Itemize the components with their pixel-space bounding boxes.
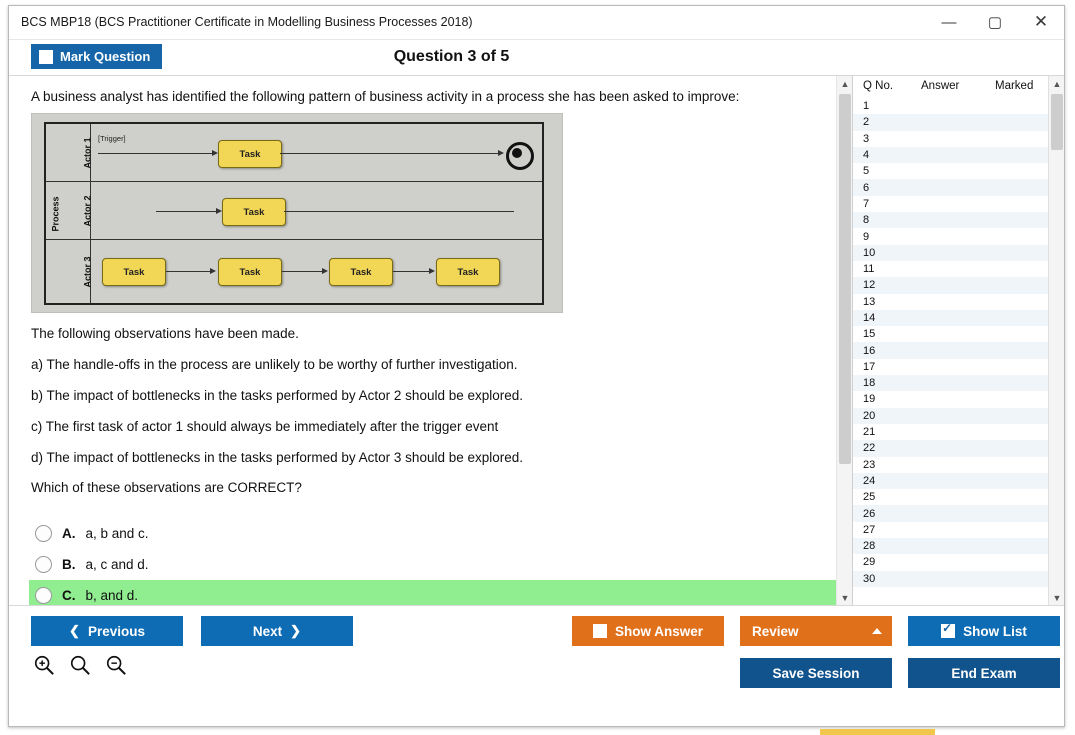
question-list-row[interactable]: 9: [863, 230, 870, 243]
option-text-b: a, c and d.: [85, 557, 149, 572]
window-controls: [926, 6, 1064, 38]
question-list-row[interactable]: 3: [863, 132, 870, 145]
answer-option-a[interactable]: [29, 518, 841, 549]
question-prompt: Which of these observations are CORRECT?: [31, 480, 302, 495]
diagram-arrowhead: [498, 150, 504, 156]
question-list-row[interactable]: 29: [863, 556, 876, 569]
question-list-row[interactable]: 26: [853, 505, 1048, 521]
question-list-row[interactable]: 5: [863, 165, 870, 178]
previous-button[interactable]: [31, 616, 183, 646]
diagram-flow: [166, 271, 212, 272]
save-session-label: Save Session: [772, 665, 860, 681]
question-list-row[interactable]: 17: [863, 360, 876, 373]
scrollbar-thumb[interactable]: [839, 94, 851, 464]
question-list-row[interactable]: 14: [853, 310, 1048, 326]
minimize-icon[interactable]: —: [941, 13, 957, 31]
diagram-flow: [393, 271, 430, 272]
show-answer-checkbox-icon: [593, 624, 607, 638]
review-label: Review: [752, 623, 799, 639]
diagram-task-4: Task: [218, 258, 282, 286]
option-text-a: a, b and c.: [85, 526, 149, 541]
answer-option-c[interactable]: [29, 580, 841, 606]
exam-window: [8, 5, 1065, 727]
question-list-row[interactable]: 27: [863, 523, 876, 536]
diagram-flow: [280, 153, 502, 154]
answer-option-b[interactable]: [29, 549, 841, 580]
list-scroll-down-icon[interactable]: ▼: [1052, 593, 1062, 603]
process-diagram-image: [31, 113, 563, 313]
diagram-flow: [284, 211, 514, 212]
question-list-row[interactable]: 25: [863, 491, 876, 504]
diagram-task-3: Task: [102, 258, 166, 286]
question-list-row[interactable]: 2: [853, 114, 1048, 130]
radio-icon-b[interactable]: [35, 556, 52, 573]
title-bar: [9, 6, 1064, 40]
diagram-arrowhead: [210, 268, 216, 274]
diagram-flow: [156, 211, 218, 212]
question-list-row[interactable]: 30: [853, 571, 1048, 587]
question-list-row[interactable]: 11: [863, 263, 875, 276]
question-list-row[interactable]: 28: [853, 538, 1048, 554]
option-letter-c: C.: [62, 588, 76, 603]
body-area: [9, 76, 1064, 606]
question-pane: [9, 76, 854, 606]
diagram-task-5: Task: [329, 258, 393, 286]
diagram-trigger-label: [Trigger]: [98, 134, 126, 143]
mark-question-label: Mark Question: [60, 49, 151, 64]
column-header-answer: Answer: [921, 80, 960, 92]
question-list-row[interactable]: 23: [863, 458, 876, 471]
diagram-lane-label-2: Actor 2: [82, 194, 93, 227]
question-list-row[interactable]: 10: [853, 245, 1048, 261]
question-list-row[interactable]: 20: [853, 408, 1048, 424]
footer-bar: [9, 605, 1064, 726]
chevron-left-icon: ❮: [69, 623, 80, 638]
question-list-row[interactable]: 18: [853, 375, 1048, 391]
save-session-button[interactable]: [740, 658, 892, 688]
column-header-marked: Marked: [995, 80, 1034, 92]
option-text-c: b, and d.: [85, 588, 139, 603]
option-letter-a: A.: [62, 526, 76, 541]
radio-icon-a[interactable]: [35, 525, 52, 542]
previous-label: Previous: [87, 623, 145, 639]
question-list-row[interactable]: 8: [853, 212, 1048, 228]
option-letter-b: B.: [62, 557, 76, 572]
zoom-in-icon[interactable]: [33, 654, 55, 676]
diagram-task-2: Task: [222, 198, 286, 226]
chevron-up-icon: [872, 628, 882, 634]
diagram-arrowhead: [429, 268, 435, 274]
diagram-lane-actor1: [46, 124, 542, 182]
column-header-qno: Q No.: [863, 80, 894, 92]
show-answer-button[interactable]: [572, 616, 724, 646]
observation-a: a) The handle-offs in the process are unlikely to be worthy of further investigation.: [31, 357, 518, 372]
next-button[interactable]: [201, 616, 353, 646]
chevron-right-icon: ❯: [290, 623, 302, 638]
close-icon[interactable]: ✕: [1033, 12, 1049, 31]
diagram-arrowhead: [212, 150, 218, 156]
header-bar: [9, 40, 1064, 76]
observation-d: d) The impact of bottlenecks in the tasks performed by Actor 3 should be explored.: [31, 450, 524, 465]
question-list-row[interactable]: 21: [863, 426, 876, 439]
taskbar-highlight: [820, 729, 935, 735]
show-list-label: Show List: [963, 623, 1027, 639]
question-list-row[interactable]: 7: [863, 197, 870, 210]
question-list-scrollbar[interactable]: [1048, 76, 1064, 606]
diagram-end-event-icon: [506, 142, 534, 170]
diagram-task-6: Task: [436, 258, 500, 286]
zoom-controls: [33, 654, 127, 676]
question-list-row[interactable]: 1: [863, 100, 870, 113]
diagram-arrowhead: [322, 268, 328, 274]
diagram-flow: [98, 153, 216, 154]
next-label: Next: [252, 623, 283, 639]
zoom-out-icon[interactable]: [105, 654, 127, 676]
question-list-row[interactable]: 22: [853, 440, 1048, 456]
list-scrollbar-thumb[interactable]: [1051, 94, 1063, 150]
question-list-row[interactable]: 16: [853, 342, 1048, 358]
review-dropdown-button[interactable]: [740, 616, 892, 646]
question-list-rows[interactable]: [853, 98, 1048, 606]
question-list-row[interactable]: 6: [853, 179, 1048, 195]
scroll-down-icon[interactable]: ▼: [840, 593, 850, 603]
list-scroll-up-icon[interactable]: ▲: [1052, 79, 1062, 89]
diagram-frame: [44, 122, 544, 305]
question-scrollbar[interactable]: [836, 76, 852, 606]
diagram-lane-label-3: Actor 3: [82, 255, 93, 288]
question-list-row[interactable]: 24: [853, 473, 1048, 489]
show-answer-label: Show Answer: [614, 623, 703, 639]
show-list-button[interactable]: [908, 616, 1060, 646]
maximize-icon[interactable]: ▢: [987, 14, 1003, 31]
radio-icon-c[interactable]: [35, 587, 52, 604]
question-list-header: [853, 76, 1064, 98]
observation-c: c) The first task of actor 1 should always be immediately after the trigger event: [31, 419, 499, 434]
page-title: Question 3 of 5: [393, 48, 510, 65]
question-stem: A business analyst has identified the following pattern of business activity in a process she has been asked to improve:: [31, 89, 740, 104]
diagram-arrowhead: [216, 208, 222, 214]
question-list-row[interactable]: 4: [853, 147, 1048, 163]
scroll-up-icon[interactable]: ▲: [840, 79, 850, 89]
diagram-pool-label: Process: [50, 195, 61, 232]
show-list-checkbox-icon: [941, 624, 955, 638]
diagram-flow: [282, 271, 323, 272]
observation-b: b) The impact of bottlenecks in the tasks performed by Actor 2 should be explored.: [31, 388, 524, 403]
window-title: BCS MBP18 (BCS Practitioner Certificate in Modelling Business Processes 2018): [21, 15, 473, 29]
zoom-reset-icon[interactable]: [69, 654, 91, 676]
diagram-lane-actor3: [46, 240, 542, 303]
diagram-lane-label-1: Actor 1: [82, 136, 93, 169]
diagram-lane-actor2: [46, 182, 542, 240]
question-list-row[interactable]: 12: [853, 277, 1048, 293]
end-exam-button[interactable]: [908, 658, 1060, 688]
question-list-row[interactable]: 19: [863, 393, 876, 406]
question-list-row[interactable]: 13: [863, 295, 876, 308]
question-list-pane: [852, 76, 1064, 606]
observations-intro: The following observations have been made.: [31, 326, 299, 341]
question-list-row[interactable]: 15: [863, 328, 876, 341]
diagram-task-1: Task: [218, 140, 282, 168]
end-exam-label: End Exam: [951, 665, 1017, 681]
